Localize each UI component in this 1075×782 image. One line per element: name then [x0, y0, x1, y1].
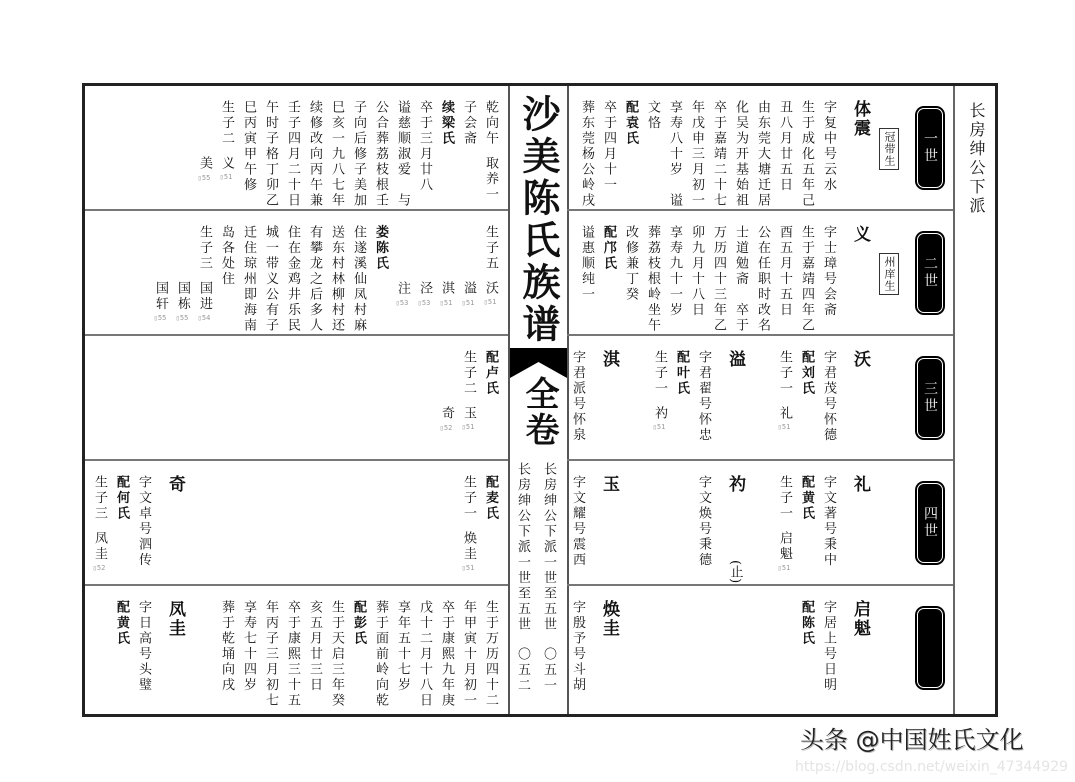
column-text: 字殷予号斗胡 [570, 600, 585, 693]
page-ref: ▯ 51 [220, 173, 233, 181]
text-column [237, 100, 259, 209]
text-column [88, 475, 110, 583]
spouse-label: 娄陈氏 [373, 225, 388, 272]
watermark-url: https://blog.csdn.net/weixin_47344929 [795, 759, 1069, 775]
text-column [347, 100, 369, 209]
child-name: 义 [219, 155, 234, 171]
text-column [597, 100, 619, 209]
person-name: 溢 [725, 350, 745, 369]
page-ref: ▯ 51 [484, 298, 497, 306]
column-text: 住在金鸡井乐民 [285, 225, 300, 334]
person-entry [648, 350, 748, 458]
text-column [795, 225, 817, 334]
column-text: 续修改向丙午兼 [307, 100, 322, 209]
column-text: 谥慈顺淑爱 与 [395, 100, 410, 209]
spouse-label: 配邝氏 [601, 225, 616, 272]
child-name: 国轩 [153, 281, 168, 312]
text-column [110, 475, 132, 583]
text-column [303, 225, 325, 334]
text-column [817, 475, 839, 583]
person-name-column [847, 350, 873, 458]
generation-row [85, 336, 508, 461]
book-title: 沙美陈氏族谱 [516, 94, 561, 346]
text-column [670, 350, 692, 458]
text-column [817, 600, 839, 708]
page-ref: ▯ 53 [396, 299, 409, 307]
generation-row [567, 86, 953, 211]
text-column [751, 100, 773, 209]
person-entry [435, 350, 501, 432]
page-ref: ▯ 55 [176, 314, 189, 322]
person-name-column [596, 600, 622, 708]
person-name-column [847, 475, 873, 583]
column-text: 字文耀号震西 [570, 475, 585, 568]
book-title-column [508, 86, 569, 714]
person-name: 淇 [599, 350, 619, 369]
text-column [237, 600, 259, 709]
person-entry [88, 475, 188, 583]
column-text: 享寿八十岁 谥 [667, 100, 682, 209]
text-column [479, 475, 501, 572]
column-text: 戊十二月十八日 [417, 600, 432, 709]
text-column [132, 475, 154, 583]
column-text: 长房绅公下派一世至五世 [515, 462, 530, 633]
column-text: 亥五月廿三日 [307, 600, 322, 693]
line-end-mark: (止) [727, 559, 743, 583]
person-name: 体震 [850, 100, 870, 138]
generation-label-text: 三世 [922, 381, 938, 415]
page-ref: ▯ 51 [653, 423, 666, 431]
text-column [597, 225, 619, 334]
spouse-label: 配黄氏 [114, 600, 129, 647]
person-entry [575, 100, 873, 209]
person-entry [575, 225, 873, 334]
text-column [663, 225, 685, 334]
text-column [435, 225, 457, 334]
page-ref: ▯ 51 [778, 423, 791, 431]
person-entry [773, 475, 873, 583]
page-ref: ▯ 51 [462, 564, 475, 572]
person-name: 焕圭 [599, 600, 619, 638]
child-name: 礼 [777, 405, 792, 421]
text-column [773, 225, 795, 334]
column-text: 生子二 [219, 100, 234, 147]
page-ref: ▯ 52 [440, 424, 453, 432]
column-text: 生于万历四十二 [483, 600, 498, 709]
column-text: 葬荔枝根岭坐午 [645, 225, 660, 334]
rank-badge: 州庠生 [879, 253, 899, 295]
column-text: 卒于康熙九年庚 [439, 600, 454, 709]
person-entry [692, 475, 748, 583]
column-text: 乾向午 [483, 100, 498, 147]
column-text: 生子三 [197, 225, 212, 272]
child-name: 国栋 [175, 281, 190, 312]
column-text: 字复中号云水 [821, 100, 836, 193]
text-column [457, 350, 479, 432]
text-column [435, 100, 457, 209]
genealogy-page [82, 83, 998, 717]
column-text: 万历四十三年乙 [711, 225, 726, 334]
generation-row [567, 211, 953, 336]
text-column [795, 475, 817, 583]
text-column [479, 600, 501, 709]
column-text: 字君茂号怀德 [821, 350, 836, 443]
spouse-label: 配叶氏 [674, 350, 689, 397]
column-text: 卒于嘉靖二十七 [711, 100, 726, 209]
text-column [692, 350, 714, 458]
column-text: 改修兼丁癸 [623, 225, 638, 303]
spouse-label: 配麦氏 [483, 475, 498, 522]
column-text: 由东莞大塘迁居 [755, 100, 770, 209]
child-name: 〇五二 [515, 646, 530, 693]
text-column [435, 600, 457, 709]
text-column [391, 600, 413, 709]
person-entry [773, 350, 873, 458]
text-column [369, 100, 391, 209]
child-name: 奇 [439, 406, 454, 422]
person-name-column [162, 475, 188, 583]
generation-label [917, 483, 943, 563]
column-text: 子向后修子美加 [351, 100, 366, 209]
column-text: 享寿九十一岁 [667, 225, 682, 318]
column-text: 生子五 [483, 225, 498, 272]
person-name: 凤圭 [165, 600, 185, 638]
text-column [692, 475, 714, 583]
person-name: 礿 [725, 475, 745, 494]
column-text: 字君派号怀泉 [570, 350, 585, 443]
page-ref: ▯ 51 [778, 564, 791, 572]
text-column [751, 225, 773, 334]
text-column [259, 100, 281, 209]
person-name: 义 [850, 225, 870, 244]
column-text: 生子一 [777, 475, 792, 522]
text-column [773, 100, 795, 209]
text-column [663, 100, 685, 209]
spouse-label: 配黄氏 [799, 475, 814, 522]
column-text: 葬于乾埇向戌 [219, 600, 234, 693]
column-text: 生于成化五年己 [799, 100, 814, 209]
column-text: 生子一 [652, 350, 667, 397]
text-column [171, 225, 193, 334]
text-column [325, 225, 347, 334]
person-entry [457, 475, 501, 572]
spouse-label: 配陈氏 [799, 600, 814, 647]
person-name-column [596, 475, 622, 583]
column-text: 士道勉斋 卒于 [733, 225, 748, 334]
generation-label [917, 608, 943, 688]
text-column [795, 350, 817, 458]
child-name: 焕圭 [461, 530, 476, 562]
page-ref: ▯ 55 [154, 314, 167, 322]
text-column [457, 100, 479, 209]
text-column [215, 225, 237, 334]
page-ref: ▯ 55 [198, 174, 211, 182]
text-column [479, 225, 501, 334]
child-name: 凤圭 [92, 530, 107, 562]
text-column [457, 475, 479, 572]
generation-row [567, 461, 953, 586]
child-name: 美 [197, 156, 212, 172]
text-column [535, 462, 561, 702]
text-column [641, 100, 663, 209]
person-name-column [722, 475, 748, 583]
text-column [215, 600, 237, 709]
child-name: 国进 [197, 280, 212, 312]
text-column [773, 475, 795, 583]
text-column [575, 100, 597, 209]
person-entry [110, 600, 188, 708]
generation-row [85, 86, 508, 211]
text-column [347, 600, 369, 709]
column-text: 字文卓号泗传 [136, 475, 151, 568]
column-text: 生于天启三年癸 [329, 600, 344, 709]
text-column [193, 225, 215, 334]
child-name: 注 [395, 281, 410, 297]
page-ref: ▯ 51 [440, 299, 453, 307]
text-column [817, 225, 839, 334]
column-text: 公在任职时改名 [755, 225, 770, 334]
generation-label [917, 358, 943, 438]
text-column [347, 225, 369, 334]
spouse-label: 配刘氏 [799, 350, 814, 397]
person-name: 礼 [850, 475, 870, 494]
child-name: 玉 [461, 405, 476, 421]
text-column [325, 600, 347, 709]
page-ref: ▯ 51 [462, 299, 475, 307]
text-column [281, 225, 303, 334]
text-column [369, 600, 391, 709]
text-column [729, 100, 751, 209]
generation-row [85, 461, 508, 586]
text-column [303, 100, 325, 209]
person-name-column [847, 100, 873, 208]
text-column [259, 225, 281, 334]
column-text: 生子一 [777, 350, 792, 397]
spouse-label: 配彭氏 [351, 600, 366, 647]
generation-row [567, 336, 953, 461]
column-text: 卯九月十八日 [689, 225, 704, 318]
person-name-column [722, 350, 748, 458]
text-column [479, 350, 501, 432]
column-text: 卒于三月廿八 [417, 100, 432, 193]
column-text: 葬东莞杨公岭戌 [579, 100, 594, 209]
page-ref: ▯ 52 [93, 564, 106, 572]
column-text: 化吴为开基始祖 [733, 100, 748, 209]
generation-label-text: 一世 [922, 131, 938, 165]
child-name: 泾 [417, 281, 432, 297]
child-name: 〇五一 [541, 646, 556, 693]
column-text: 巳亥一九八七年 [329, 100, 344, 209]
text-column [795, 600, 817, 708]
column-text: 年戊申三月初一 [689, 100, 704, 209]
column-text: 卒于四月十一 [601, 100, 616, 193]
column-text: 子会斋 [461, 100, 476, 147]
generation-row [85, 211, 508, 336]
column-text: 字士璋号会斋 [821, 225, 836, 318]
text-column [648, 350, 670, 458]
column-text: 字居上号日明 [821, 600, 836, 693]
text-column [707, 100, 729, 209]
text-column [325, 100, 347, 209]
page-ref: ▯ 54 [198, 314, 211, 322]
text-column [729, 225, 751, 334]
person-name-column [162, 600, 188, 708]
column-text: 谥惠顺纯一 [579, 225, 594, 303]
watermark: 头条 @中国姓氏文化 [800, 726, 1024, 754]
column-text: 有攀龙之后多人 [307, 225, 322, 334]
text-column [193, 100, 215, 209]
person-entry [566, 600, 622, 708]
person-entry [566, 350, 622, 458]
child-name: 礿 [652, 405, 667, 421]
text-column [237, 225, 259, 334]
column-text: 公合葬荔枝根壬 [373, 100, 388, 209]
spouse-label: 续梁氏 [439, 100, 454, 147]
text-column [795, 100, 817, 209]
column-text: 葬于面前岭向乾 [373, 600, 388, 709]
text-column [566, 350, 588, 458]
text-column [457, 600, 479, 709]
column-text: 岛各处住 [219, 225, 234, 287]
generation-label-text: 四世 [922, 506, 938, 540]
column-text: 生子一 [461, 475, 476, 522]
person-entry [795, 600, 873, 708]
text-column [641, 225, 663, 334]
text-column [566, 475, 588, 583]
generation-row [85, 586, 508, 711]
column-text: 住遂溪仙凤村麻 [351, 225, 366, 334]
text-column [149, 225, 171, 334]
person-name: 玉 [599, 475, 619, 494]
rank-badge: 冠带生 [879, 128, 899, 170]
spouse-label: 配卢氏 [483, 350, 498, 397]
text-column [303, 600, 325, 709]
column-text: 享寿七十四岁 [241, 600, 256, 693]
text-column [707, 225, 729, 334]
text-column [575, 225, 597, 334]
person-name-column [847, 600, 873, 708]
person-entry [149, 225, 501, 334]
person-name-column [596, 350, 622, 458]
column-text: 生子三 [92, 475, 107, 522]
text-column [435, 350, 457, 432]
column-text: 长房绅公下派一世至五世 [541, 462, 556, 633]
text-column [369, 225, 391, 334]
text-column [817, 350, 839, 458]
left-section [85, 86, 508, 714]
column-text: 城一带义公有子 [263, 225, 278, 334]
text-column [259, 600, 281, 709]
text-column [479, 100, 501, 209]
text-column [413, 600, 435, 709]
generation-row [567, 586, 953, 711]
text-column [817, 100, 839, 209]
text-column [413, 225, 435, 334]
child-name: 取养一 [483, 155, 498, 202]
column-text: 年甲寅十月初一 [461, 600, 476, 709]
text-column [685, 225, 707, 334]
column-text: 卒于康熙三十五 [285, 600, 300, 709]
column-text: 壬子四月二十日 [285, 100, 300, 209]
text-column [391, 100, 413, 209]
text-column [566, 600, 588, 708]
column-text: 生子二 [461, 350, 476, 397]
side-title: 长房绅公下派 [967, 102, 986, 216]
spouse-label: 配袁氏 [623, 100, 638, 147]
column-text: 午时子格丁卯乙 [263, 100, 278, 209]
child-name: 沃 [483, 280, 498, 296]
text-column [215, 100, 237, 209]
column-text: 巳丙寅甲午修 [241, 100, 256, 193]
person-name-column [847, 225, 873, 333]
column-text: 享年五十七岁 [395, 600, 410, 693]
text-column [509, 462, 535, 702]
text-column [457, 225, 479, 334]
volume-label: 全卷 [519, 376, 559, 448]
column-text: 字日高号头璧 [136, 600, 151, 693]
column-text: 年丙子三月初七 [263, 600, 278, 709]
column-text: 迁住琼州即海南 [241, 225, 256, 334]
page-ref: ▯ 53 [418, 299, 431, 307]
generation-label [917, 233, 943, 313]
page-ref: ▯ 51 [462, 423, 475, 431]
child-name: 溢 [461, 281, 476, 297]
text-column [619, 100, 641, 209]
text-column [391, 225, 413, 334]
column-text: 字文著号秉中 [821, 475, 836, 568]
column-text: 字文焕号秉德 [696, 475, 711, 568]
person-name: 沃 [850, 350, 870, 369]
person-name: 启魁 [850, 600, 870, 638]
spouse-label: 配何氏 [114, 475, 129, 522]
child-name: 淇 [439, 281, 454, 297]
column-text: 文恪 [645, 100, 660, 131]
right-section [567, 86, 953, 714]
text-column [281, 100, 303, 209]
text-column [281, 600, 303, 709]
column-text: 生于嘉靖四年乙 [799, 225, 814, 334]
generation-label-text: 二世 [922, 256, 938, 290]
range-lines [509, 462, 561, 702]
text-column [132, 600, 154, 708]
column-text: 酉五月十五日 [777, 225, 792, 318]
column-text: 丑八月廿五日 [777, 100, 792, 193]
text-column [110, 600, 132, 708]
text-column [413, 100, 435, 209]
person-entry [193, 100, 501, 209]
text-column [685, 100, 707, 209]
generation-label [917, 108, 943, 188]
column-text: 字君翟号怀忠 [696, 350, 711, 443]
person-name: 奇 [165, 475, 185, 494]
person-entry [566, 475, 622, 583]
side-strip [953, 86, 997, 714]
text-column [619, 225, 641, 334]
text-column [773, 350, 795, 458]
child-name: 启魁 [777, 530, 792, 562]
column-text: 送东村林柳村还 [329, 225, 344, 334]
person-entry [215, 600, 501, 709]
chevron-band-icon [510, 348, 567, 378]
